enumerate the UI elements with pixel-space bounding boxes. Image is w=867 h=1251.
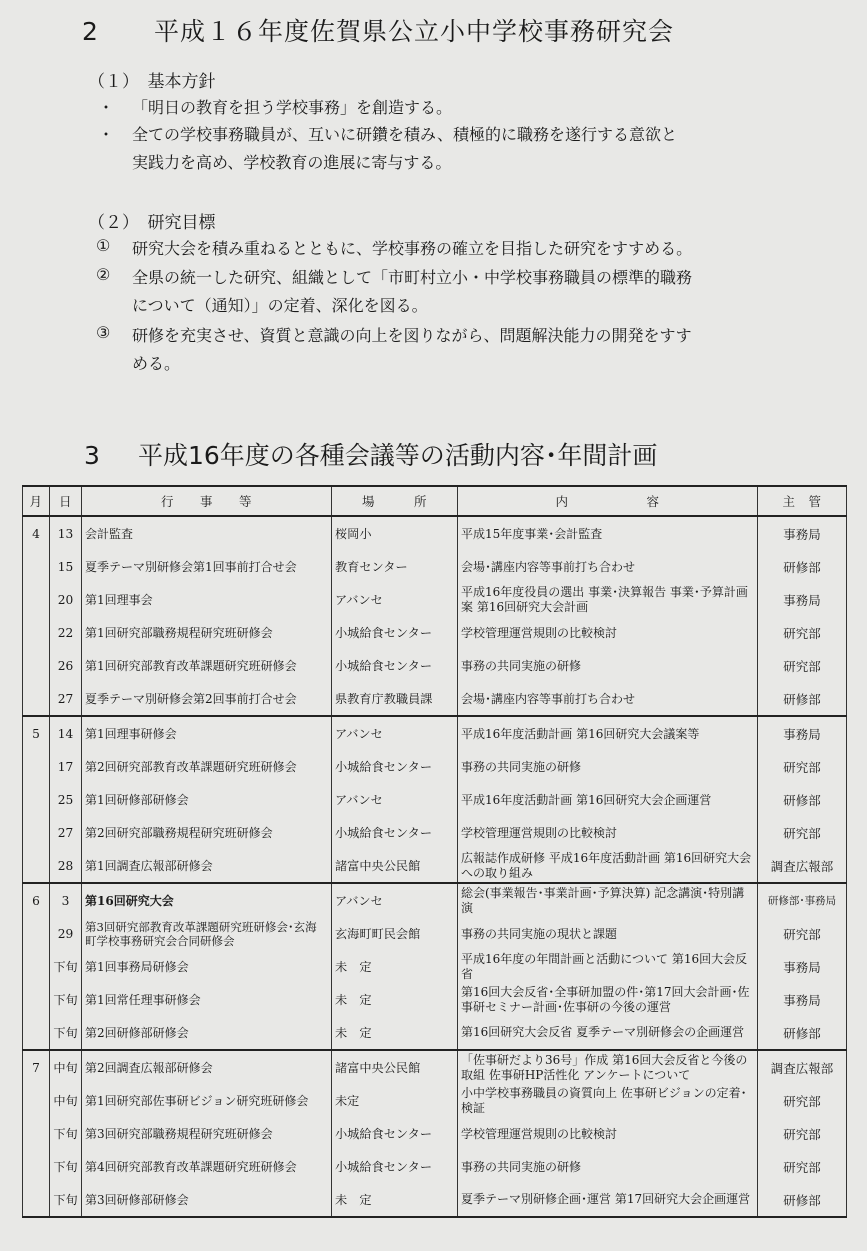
cell-day: 29 bbox=[50, 917, 82, 950]
table-row bbox=[23, 1117, 847, 1150]
cell-place: 未 定 bbox=[332, 1183, 458, 1217]
table-row bbox=[23, 682, 847, 716]
cell-place: 諸富中央公民館 bbox=[332, 849, 458, 883]
cell-content: 「佐事研だより36号」作成 第16回大会反省と今後の取組 佐事研HP活性化 アンケートについて bbox=[458, 1050, 758, 1084]
table-row bbox=[23, 950, 847, 983]
cell-month: 4 bbox=[23, 516, 50, 550]
table-header-row bbox=[23, 486, 847, 516]
cell-day: 26 bbox=[50, 649, 82, 682]
cell-day: 下旬 bbox=[50, 950, 82, 983]
cell-month: 7 bbox=[23, 1050, 50, 1084]
cell-owner: 調査広報部 bbox=[758, 849, 847, 883]
cell-owner: 事務局 bbox=[758, 716, 847, 750]
cell-event: 第4回研究部教育改革課題研究班研修会 bbox=[82, 1150, 332, 1183]
cell-content: 事務の共同実施の研修 bbox=[458, 1150, 758, 1183]
bullet-mark: ・ bbox=[98, 98, 115, 117]
goal-line: について（通知）」の定着、深化を図る。 bbox=[132, 296, 428, 315]
cell-month: 5 bbox=[23, 716, 50, 750]
cell-day: 27 bbox=[50, 682, 82, 716]
cell-event: 第1回研究部佐事研ビジョン研究班研修会 bbox=[82, 1084, 332, 1117]
cell-place: 小城給食センター bbox=[332, 750, 458, 783]
cell-month bbox=[23, 950, 50, 983]
cell-content: 事務の共同実施の現状と課題 bbox=[458, 917, 758, 950]
table-row bbox=[23, 1183, 847, 1217]
cell-place: アバンセ bbox=[332, 583, 458, 616]
cell-day: 22 bbox=[50, 616, 82, 649]
goal-mark: ① bbox=[96, 236, 111, 255]
cell-event: 第1回調査広報部研修会 bbox=[82, 849, 332, 883]
cell-month bbox=[23, 1084, 50, 1117]
cell-content: 小中学校事務職員の資質向上 佐事研ビジョンの定着･検証 bbox=[458, 1084, 758, 1117]
cell-event: 第2回研究部職務規程研究班研修会 bbox=[82, 816, 332, 849]
cell-owner: 研修部 bbox=[758, 682, 847, 716]
table-row bbox=[23, 917, 847, 950]
header-owner: 主 管 bbox=[758, 486, 847, 516]
cell-day: 下旬 bbox=[50, 983, 82, 1016]
cell-month bbox=[23, 616, 50, 649]
cell-content: 平成15年度事業･会計監査 bbox=[458, 516, 758, 550]
cell-event: 第1回理事会 bbox=[82, 583, 332, 616]
cell-place: 諸富中央公民館 bbox=[332, 1050, 458, 1084]
cell-owner: 研究部 bbox=[758, 750, 847, 783]
section-3-heading bbox=[84, 436, 657, 472]
goal-mark: ③ bbox=[96, 323, 111, 342]
table-row bbox=[23, 550, 847, 583]
cell-content: 会場･講座内容等事前打ち合わせ bbox=[458, 682, 758, 716]
goals-heading: （２） 研究目標 bbox=[88, 213, 216, 233]
cell-month bbox=[23, 583, 50, 616]
cell-owner: 研究部 bbox=[758, 1117, 847, 1150]
cell-owner: 事務局 bbox=[758, 950, 847, 983]
table-row bbox=[23, 1016, 847, 1050]
cell-event: 会計監査 bbox=[82, 516, 332, 550]
cell-month bbox=[23, 783, 50, 816]
cell-event: 第1回研究部教育改革課題研究班研修会 bbox=[82, 649, 332, 682]
cell-content: 学校管理運営規則の比較検討 bbox=[458, 816, 758, 849]
table-row bbox=[23, 849, 847, 883]
cell-month bbox=[23, 849, 50, 883]
cell-content: 平成16年度活動計画 第16回研究大会議案等 bbox=[458, 716, 758, 750]
cell-month bbox=[23, 917, 50, 950]
cell-place: 県教育庁教職員課 bbox=[332, 682, 458, 716]
cell-day: 20 bbox=[50, 583, 82, 616]
cell-day: 下旬 bbox=[50, 1150, 82, 1183]
cell-month bbox=[23, 750, 50, 783]
header-month: 月 bbox=[23, 486, 50, 516]
cell-event: 夏季テーマ別研修会第1回事前打合せ会 bbox=[82, 550, 332, 583]
header-day: 日 bbox=[50, 486, 82, 516]
cell-place: 未 定 bbox=[332, 950, 458, 983]
cell-day: 28 bbox=[50, 849, 82, 883]
cell-day: 3 bbox=[50, 883, 82, 917]
cell-month bbox=[23, 550, 50, 583]
policy-heading: （１） 基本方針 bbox=[88, 72, 216, 92]
cell-owner: 事務局 bbox=[758, 583, 847, 616]
section-number: 3 bbox=[84, 441, 100, 470]
cell-content: 学校管理運営規則の比較検討 bbox=[458, 616, 758, 649]
cell-content: 広報誌作成研修 平成16年度活動計画 第16回研究大会への取り組み bbox=[458, 849, 758, 883]
cell-place: アバンセ bbox=[332, 716, 458, 750]
cell-day: 27 bbox=[50, 816, 82, 849]
cell-owner: 研修部･事務局 bbox=[758, 883, 847, 917]
cell-month bbox=[23, 1117, 50, 1150]
cell-owner: 研究部 bbox=[758, 816, 847, 849]
cell-owner: 研修部 bbox=[758, 1016, 847, 1050]
cell-month bbox=[23, 816, 50, 849]
goal-line: 全県の統一した研究、組織として「市町村立小・中学校事務職員の標準的職務 bbox=[132, 268, 693, 287]
table-row bbox=[23, 616, 847, 649]
cell-event: 第3回研究部教育改革課題研究班研修会･玄海町学校事務研究会合同研修会 bbox=[82, 917, 332, 950]
cell-month bbox=[23, 983, 50, 1016]
goal-line: める。 bbox=[132, 354, 181, 373]
table-row bbox=[23, 816, 847, 849]
cell-event: 第2回研修部研修会 bbox=[82, 1016, 332, 1050]
cell-owner: 研修部 bbox=[758, 783, 847, 816]
cell-owner: 研究部 bbox=[758, 649, 847, 682]
cell-content: 第16回大会反省･全事研加盟の件･第17回大会計画･佐事研セミナー計画･佐事研の今後の運営 bbox=[458, 983, 758, 1016]
header-content: 内 容 bbox=[458, 486, 758, 516]
table-row bbox=[23, 750, 847, 783]
section-number: 2 bbox=[82, 17, 99, 46]
cell-place: 未 定 bbox=[332, 1016, 458, 1050]
cell-day: 14 bbox=[50, 716, 82, 750]
cell-place: 玄海町町民会館 bbox=[332, 917, 458, 950]
table-row bbox=[23, 516, 847, 550]
cell-place: 教育センター bbox=[332, 550, 458, 583]
bullet-mark: ・ bbox=[98, 125, 115, 144]
cell-day: 13 bbox=[50, 516, 82, 550]
cell-content: 夏季テーマ別研修企画･運営 第17回研究大会企画運営 bbox=[458, 1183, 758, 1217]
cell-day: 下旬 bbox=[50, 1183, 82, 1217]
cell-day: 17 bbox=[50, 750, 82, 783]
cell-event: 第1回研修部研修会 bbox=[82, 783, 332, 816]
cell-owner: 研究部 bbox=[758, 1084, 847, 1117]
goal-line: 研修を充実させ、資質と意識の向上を図りながら、問題解決能力の開発をすす bbox=[132, 326, 692, 345]
cell-owner: 研究部 bbox=[758, 616, 847, 649]
cell-owner: 研究部 bbox=[758, 917, 847, 950]
cell-owner: 事務局 bbox=[758, 516, 847, 550]
cell-event: 夏季テーマ別研修会第2回事前打合せ会 bbox=[82, 682, 332, 716]
cell-event: 第1回常任理事研修会 bbox=[82, 983, 332, 1016]
cell-place: 小城給食センター bbox=[332, 616, 458, 649]
table-row bbox=[23, 783, 847, 816]
cell-month bbox=[23, 649, 50, 682]
header-event: 行 事 等 bbox=[82, 486, 332, 516]
cell-event: 第3回研修部研修会 bbox=[82, 1183, 332, 1217]
section-title: 平成16年度の各種会議等の活動内容･年間計画 bbox=[138, 441, 658, 470]
cell-owner: 調査広報部 bbox=[758, 1050, 847, 1084]
table-row bbox=[23, 583, 847, 616]
table-row bbox=[23, 649, 847, 682]
table-row bbox=[23, 1084, 847, 1117]
cell-event: 第3回研究部職務規程研究班研修会 bbox=[82, 1117, 332, 1150]
table-row bbox=[23, 1050, 847, 1084]
policy-line: 「明日の教育を担う学校事務」を創造する。 bbox=[132, 98, 453, 117]
cell-place: 小城給食センター bbox=[332, 816, 458, 849]
goal-mark: ② bbox=[96, 265, 111, 284]
cell-event: 第1回理事研修会 bbox=[82, 716, 332, 750]
cell-content: 学校管理運営規則の比較検討 bbox=[458, 1117, 758, 1150]
annual-plan-table bbox=[22, 485, 847, 1218]
cell-event: 第1回事務局研修会 bbox=[82, 950, 332, 983]
cell-day: 下旬 bbox=[50, 1117, 82, 1150]
cell-month: 6 bbox=[23, 883, 50, 917]
cell-place: 未定 bbox=[332, 1084, 458, 1117]
cell-owner: 事務局 bbox=[758, 983, 847, 1016]
cell-month bbox=[23, 1150, 50, 1183]
cell-day: 中旬 bbox=[50, 1050, 82, 1084]
cell-owner: 研修部 bbox=[758, 1183, 847, 1217]
cell-content: 総会(事業報告･事業計画･予算決算) 記念講演･特別講演 bbox=[458, 883, 758, 917]
table-row bbox=[23, 1150, 847, 1183]
cell-month bbox=[23, 1016, 50, 1050]
cell-month bbox=[23, 682, 50, 716]
cell-content: 事務の共同実施の研修 bbox=[458, 649, 758, 682]
cell-content: 平成16年度の年間計画と活動について 第16回大会反省 bbox=[458, 950, 758, 983]
cell-place: アバンセ bbox=[332, 783, 458, 816]
goal-line: 研究大会を積み重ねるとともに、学校事務の確立を目指した研究をすすめる。 bbox=[132, 239, 693, 258]
section-title: 平成１６年度佐賀県公立小中学校事務研究会 bbox=[154, 17, 675, 46]
cell-place: 桜岡小 bbox=[332, 516, 458, 550]
cell-day: 15 bbox=[50, 550, 82, 583]
table-row bbox=[23, 883, 847, 917]
cell-event: 第1回研究部職務規程研究班研修会 bbox=[82, 616, 332, 649]
cell-day: 25 bbox=[50, 783, 82, 816]
cell-event: 第2回調査広報部研修会 bbox=[82, 1050, 332, 1084]
cell-place: 小城給食センター bbox=[332, 1150, 458, 1183]
cell-content: 平成16年度役員の選出 事業･決算報告 事業･予算計画案 第16回研究大会計画 bbox=[458, 583, 758, 616]
cell-content: 事務の共同実施の研修 bbox=[458, 750, 758, 783]
section-2-heading bbox=[82, 12, 674, 48]
cell-place: 未 定 bbox=[332, 983, 458, 1016]
table-row bbox=[23, 716, 847, 750]
cell-place: 小城給食センター bbox=[332, 1117, 458, 1150]
cell-content: 平成16年度活動計画 第16回研究大会企画運営 bbox=[458, 783, 758, 816]
cell-owner: 研修部 bbox=[758, 550, 847, 583]
cell-content: 第16回研究大会反省 夏季テーマ別研修会の企画運営 bbox=[458, 1016, 758, 1050]
cell-place: 小城給食センター bbox=[332, 649, 458, 682]
cell-owner: 研究部 bbox=[758, 1150, 847, 1183]
policy-line: 全ての学校事務職員が、互いに研鑽を積み、積極的に職務を遂行する意欲と bbox=[132, 125, 677, 144]
cell-day: 下旬 bbox=[50, 1016, 82, 1050]
cell-month bbox=[23, 1183, 50, 1217]
policy-line: 実践力を高め、学校教育の進展に寄与する。 bbox=[132, 153, 452, 172]
cell-event: 第16回研究大会 bbox=[82, 883, 332, 917]
table-row bbox=[23, 983, 847, 1016]
cell-event: 第2回研究部教育改革課題研究班研修会 bbox=[82, 750, 332, 783]
cell-day: 中旬 bbox=[50, 1084, 82, 1117]
cell-content: 会場･講座内容等事前打ち合わせ bbox=[458, 550, 758, 583]
header-place: 場 所 bbox=[332, 486, 458, 516]
cell-place: アバンセ bbox=[332, 883, 458, 917]
